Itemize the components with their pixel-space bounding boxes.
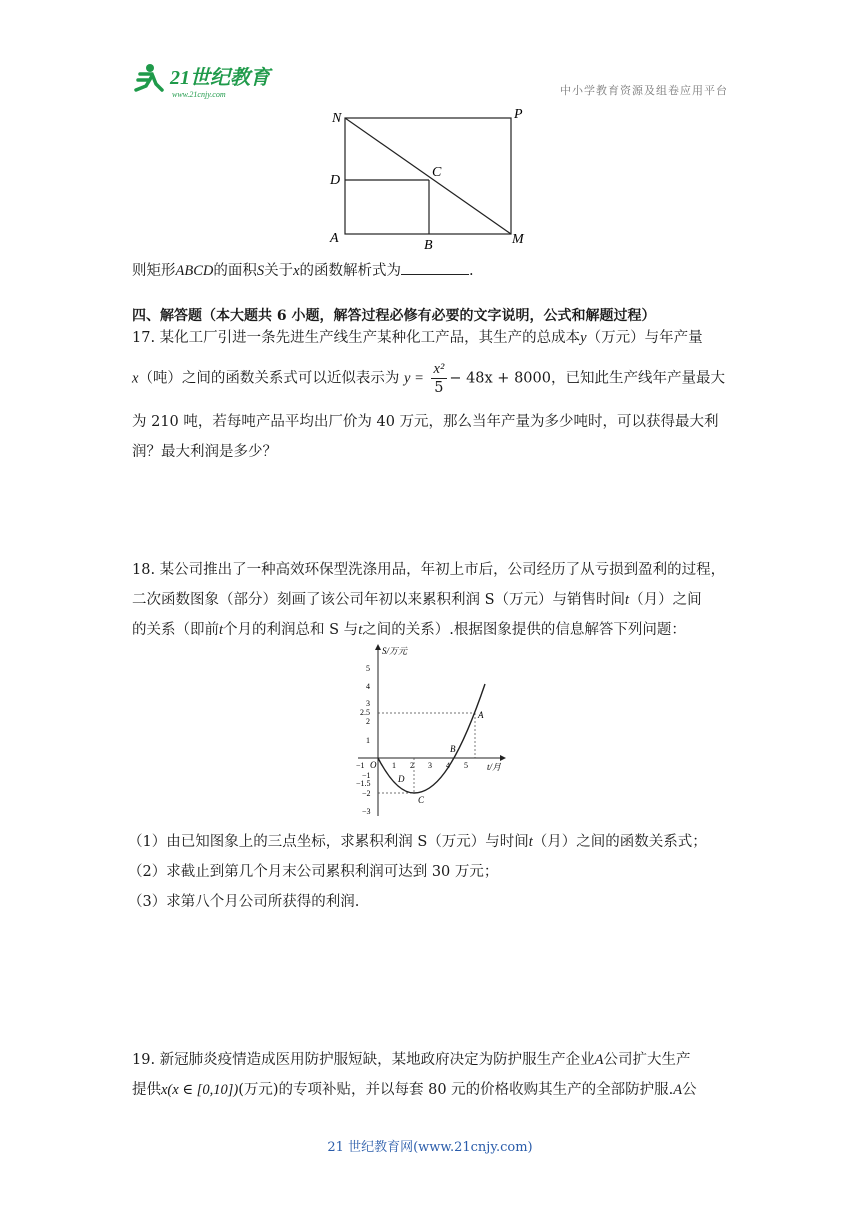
q18-sub1: （1）由已知图象上的三点坐标，求累积利润 S（万元）与时间t（月）之间的函数关系式； xyxy=(128,834,707,850)
q18-line1: 18. 某公司推出了一种高效环保型洗涤用品，年初上市后，公司经历了从亏损到盈利的过程， xyxy=(132,562,726,578)
y-tick-neg1: −1 xyxy=(362,771,371,780)
q16-question-tail: 则矩形ABCD的面积S关于x的函数解析式为 . xyxy=(132,260,732,281)
q17-line1: 17. 某化工厂引进一条先进生产线生产某种化工产品，其生产的总成本y（万元）与年产量 xyxy=(132,330,703,346)
site-logo xyxy=(128,60,278,102)
q19-line2: 提供x(x ∈ [0,10])(万元)的专项补贴，并以每套 80 元的价格收购其生产的全部防护服.A公 xyxy=(132,1082,697,1098)
parabola-curve xyxy=(378,684,485,793)
point-D-label: D xyxy=(398,774,405,784)
section-heading: 四、解答题（本大题共 6 小题，解答过程必修有必要的文字说明，公式和解题过程） xyxy=(132,308,656,324)
q17-line2: x（吨）之间的函数关系式可以近似表示为 y = $\frac{\text{x²}}{5}$ − 48x + 8000，已知此生产线年产量最大 xyxy=(132,361,725,396)
answer-blank xyxy=(401,260,469,275)
q18-sub3: （3）求第八个月公司所获得的利润. xyxy=(128,894,360,910)
x-axis-label: t/月 xyxy=(487,762,502,772)
profit-parabola-graph xyxy=(340,640,520,820)
point-B-label: B xyxy=(450,744,456,754)
x-tick-neg1: −1 xyxy=(356,761,365,770)
q17-line3: 为 210 吨，若每吨产品平均出厂价为 40 万元，那么当年产量为多少吨时，可以获得最大利 xyxy=(132,414,719,430)
y-tick-neg3: −3 xyxy=(362,807,371,816)
equation-rest: − 48x + 8000 xyxy=(449,370,551,387)
x-tick-3: 3 xyxy=(428,761,432,770)
label-B: B xyxy=(424,238,433,252)
page-footer: 21 世纪教育网(www.21cnjy.com) xyxy=(327,1140,533,1155)
x-tick-2: 2 xyxy=(410,761,414,770)
y-tick-4: 4 xyxy=(366,682,370,691)
logo-text: 21世纪教育 xyxy=(170,67,270,89)
y-tick-3: 3 xyxy=(366,699,370,708)
equation-lhs: y = xyxy=(404,370,424,387)
label-D: D xyxy=(330,173,341,188)
q18-sub2: （2）求截止到第几个月末公司累积利润可达到 30 万元； xyxy=(128,864,499,880)
y-tick-neg2: −2 xyxy=(362,789,371,798)
rectangle-figure xyxy=(320,104,540,252)
label-N: N xyxy=(332,111,342,126)
q17-line4: 润？最大利润是多少？ xyxy=(132,444,277,460)
y-tick-5: 5 xyxy=(366,664,370,673)
label-A: A xyxy=(330,231,339,246)
point-A-label: A xyxy=(478,710,484,720)
y-tick-2.5: 2.5 xyxy=(360,708,370,717)
label-C: C xyxy=(432,165,442,180)
equation-fraction: $\frac{\text{x²}}{5}$ xyxy=(431,360,448,397)
origin-label: O xyxy=(370,760,377,770)
q18-line3: 的关系（即前t个月的利润总和 S 与t之间的关系）.根据图象提供的信息解答下列问题： xyxy=(132,622,686,638)
label-M: M xyxy=(512,232,524,247)
label-P: P xyxy=(514,107,523,122)
y-axis-label: S/万元 xyxy=(382,646,408,656)
x-tick-5: 5 xyxy=(464,761,468,770)
q18-line2: 二次函数图象（部分）刻画了该公司年初以来累积利润 S（万元）与销售时间t（月）之间 xyxy=(132,592,702,608)
header-tagline: 中小学教育资源及组卷应用平台 xyxy=(560,84,728,97)
runner-icon xyxy=(136,64,162,90)
x-tick-4: 4 xyxy=(446,761,450,770)
point-C-label: C xyxy=(418,795,425,805)
y-tick-1: 1 xyxy=(366,736,370,745)
logo-url: www.21cnjy.com xyxy=(172,90,226,99)
q19-line1: 19. 新冠肺炎疫情造成医用防护服短缺，某地政府决定为防护服生产企业A公司扩大生产 xyxy=(132,1052,691,1068)
y-tick-2: 2 xyxy=(366,717,370,726)
x-tick-1: 1 xyxy=(392,761,396,770)
y-tick-neg1.5: −1.5 xyxy=(356,779,371,788)
